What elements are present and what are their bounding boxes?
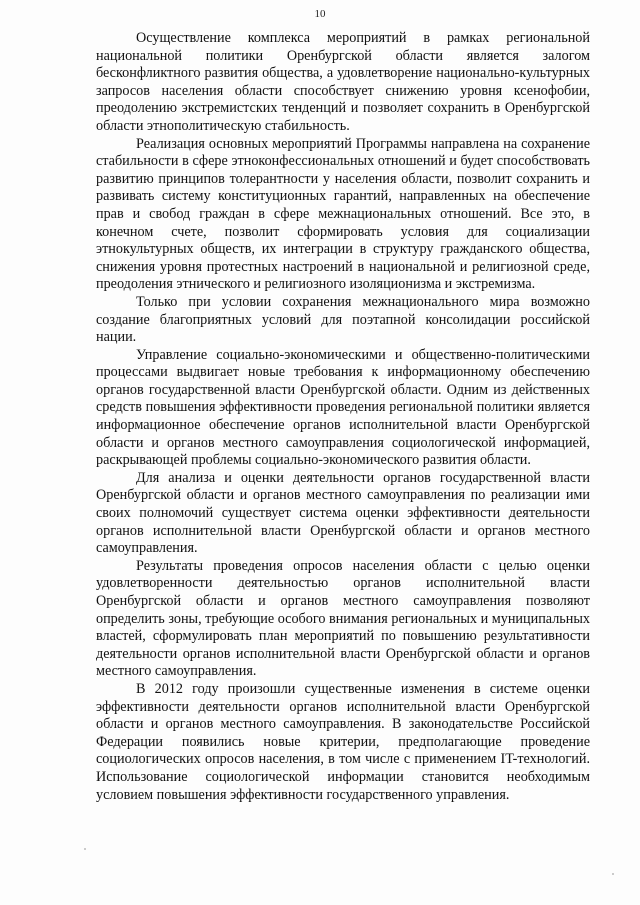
paragraph: В 2012 году произошли существенные изменения в системе оценки эффективности деятельности органов исполнительной власти Оренбургской области и органов местного самоуправления. В законодательстве Российской Федерации появились новые критерии, предполагающие проведение социологических опросов населения, в том числе с применением IT-технологий. Использование социологической информации становится необходимым условием повышения эффективности государственного управления. <box>96 680 590 803</box>
page-number: 10 <box>314 8 326 20</box>
paragraph: Результаты проведения опросов населения области с целью оценки удовлетворенности деятельностью органов исполнительной власти Оренбургской области и органов местного самоуправления позволяют определить зоны, требующие особого внимания региональных и муниципальных властей, сформулировать план мероприятий по повышению результативности деятельности органов исполнительной власти Оренбургской области и органов местного самоуправления. <box>96 557 590 680</box>
scan-speck <box>84 848 86 850</box>
paragraph: Управление социально-экономическими и общественно-политическими процессами выдвигает новые требования к информационному обеспечению органов государственной власти Оренбургской области. Одним из действенных средств повышения эффективности проведения региональной политики является информационное обеспечение органов исполнительной власти Оренбургской области и органов местного самоуправления социологической информацией, раскрывающей проблемы социально-экономического развития области. <box>96 346 590 469</box>
scan-speck <box>612 873 614 875</box>
paragraph: Реализация основных мероприятий Программы направлена на сохранение стабильности в сфере этноконфессиональных отношений и будет способствовать развитию принципов толерантности у населения области, позволит сохранить и развивать систему конституционных гарантий, направленных на обеспечение прав и свобод граждан в сфере межнациональных отношений. Все это, в конечном счете, позволит сформировать условия для социализации этнокультурных обществ, их интеграции в структуру гражданского общества, снижения уровня протестных настроений в национальной и религиозной среде, преодоления этнического и религиозного изоляционизма и экстремизма. <box>96 135 590 293</box>
document-body <box>96 30 590 804</box>
paragraph: Для анализа и оценки деятельности органов государственной власти Оренбургской области и органов местного самоуправления по реализации ими своих полномочий существует система оценки эффективности деятельности органов исполнительной власти Оренбургской области и органов местного самоуправления. <box>96 469 590 557</box>
paragraph: Только при условии сохранения межнационального мира возможно создание благоприятных условий для поэтапной консолидации российской нации. <box>96 293 590 346</box>
paragraph: Осуществление комплекса мероприятий в рамках региональной национальной политики Оренбургской области является залогом бесконфликтного развития общества, а удовлетворение национально-культурных запросов населения области способствует снижению уровня ксенофобии, преодолению экстремистских тенденций и позволяет сохранить в Оренбургской области этнополитическую стабильность. <box>96 30 590 134</box>
